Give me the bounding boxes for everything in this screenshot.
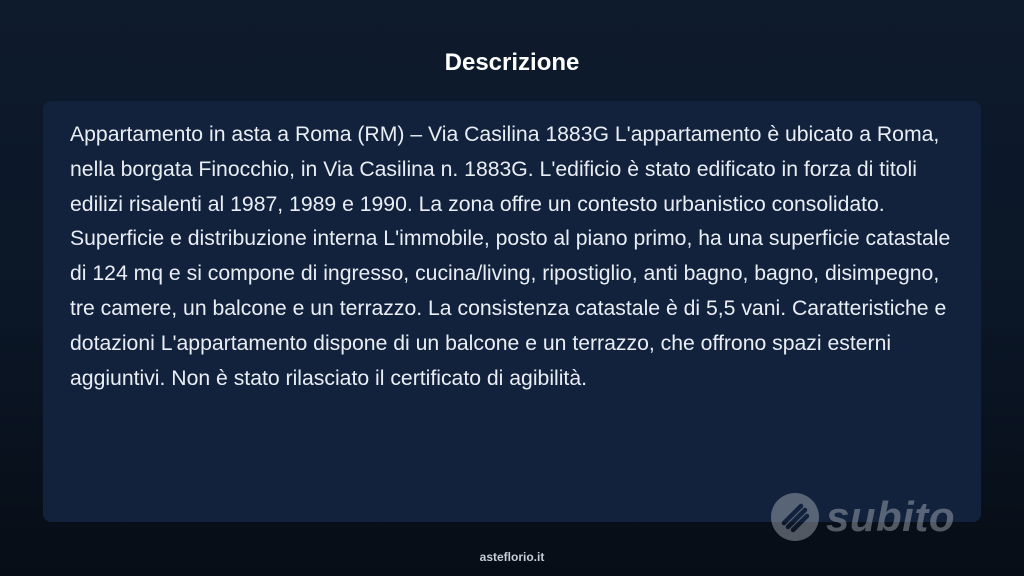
page-title: Descrizione	[444, 49, 580, 76]
subito-watermark	[770, 490, 980, 544]
footer-domain: asteflorio.it	[479, 550, 545, 564]
subito-logo-icon	[770, 492, 820, 542]
subito-wordmark: subito	[826, 493, 955, 540]
description-card	[43, 101, 981, 522]
description-text: Appartamento in asta a Roma (RM) – Via Casilina 1883G L'appartamento è ubicato a Roma, nella borgata Finocchio, in Via Casilina n. 1883G. L'edificio è stato edificato in forza di titoli edilizi risalenti al 1987, 1989 e 1990. La zona offre un contesto urbanistico consolidato. Superficie e distribuzione interna L'immobile, posto al piano primo, ha una superficie catastale di 124 mq e si compone di ingresso, cucina/living, ripostiglio, anti bagno, bagno, disimpegno, tre camere, un balcone e un terrazzo. La consistenza catastale è di 5,5 vani. Caratteristiche e dotazioni L'appartamento dispone di un balcone e un terrazzo, che offrono spazi esterni aggiuntivi. Non è stato rilasciato il certificato di agibilità.	[70, 123, 951, 390]
